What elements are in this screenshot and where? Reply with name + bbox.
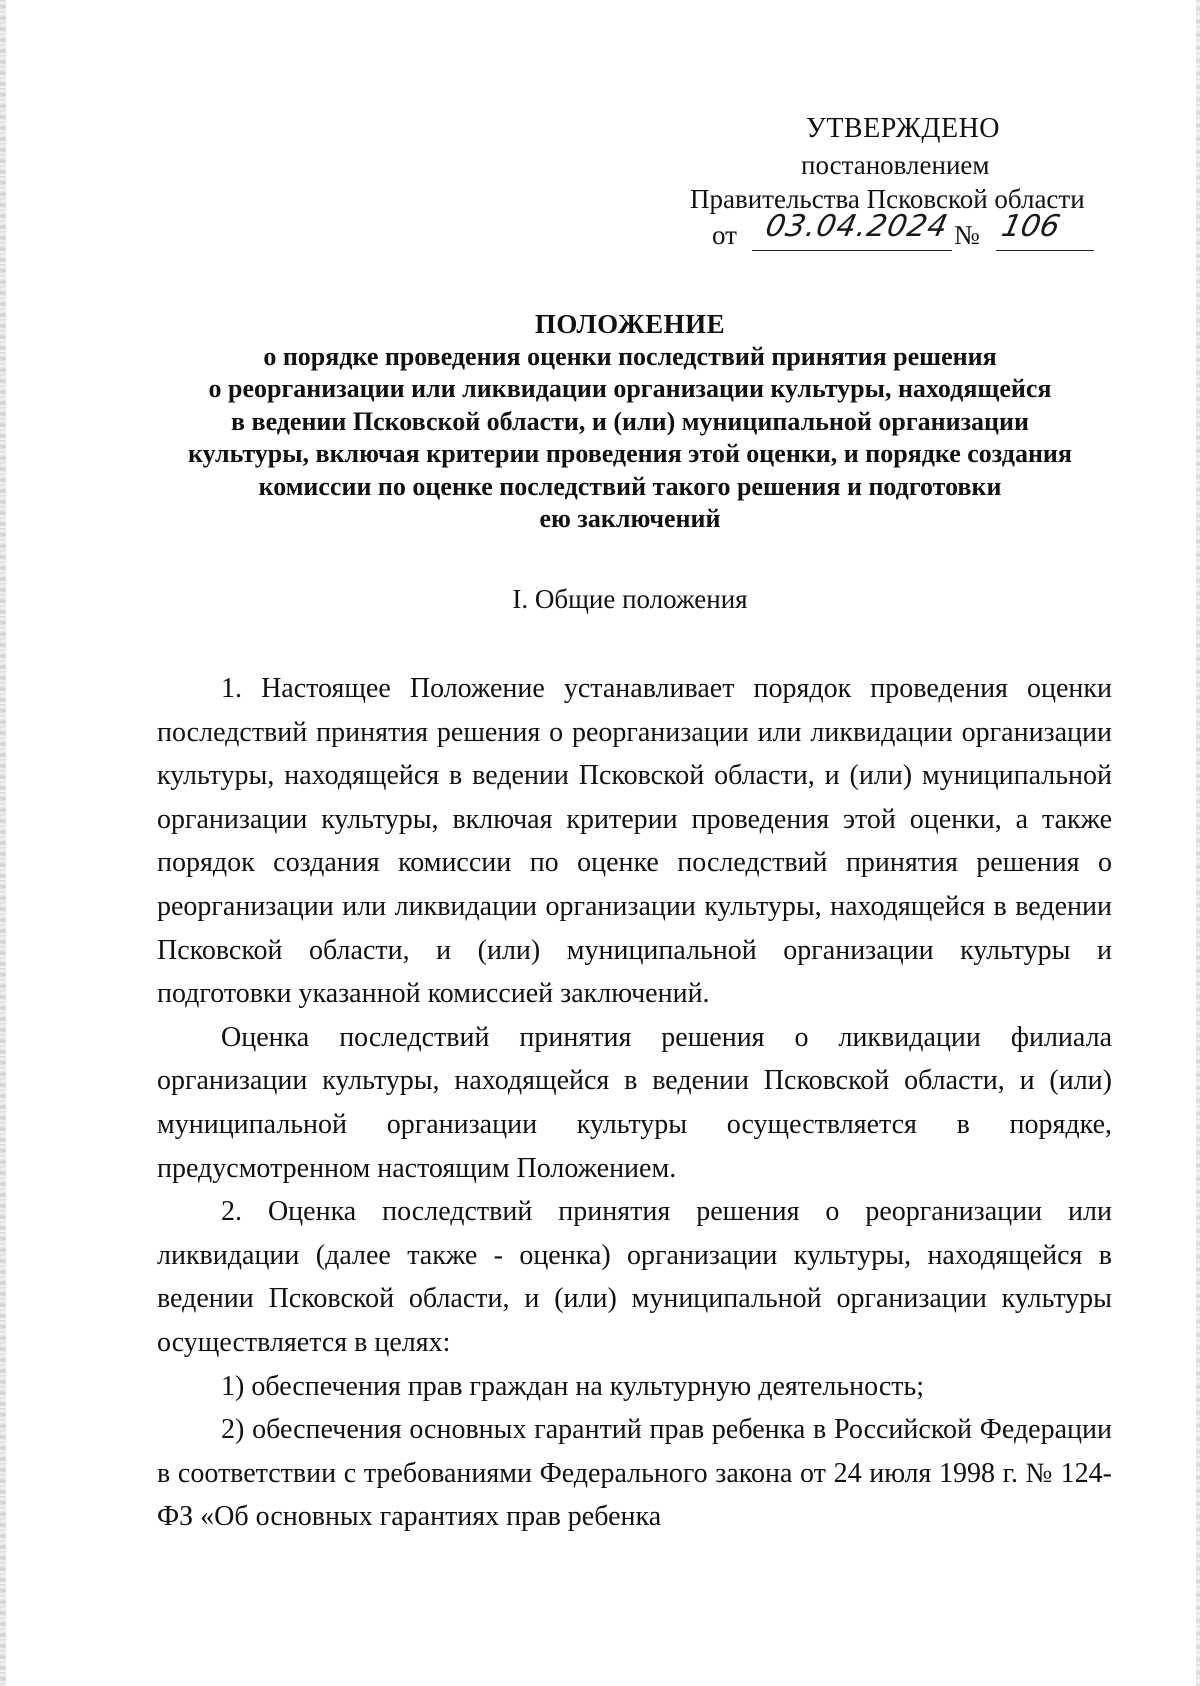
document-body — [157, 667, 1112, 1539]
approval-number-label: № — [954, 220, 980, 250]
title-line: комиссии по оценке последствий такого решения и подготовки — [258, 471, 1002, 501]
approval-resolution: постановлением — [801, 150, 990, 180]
approval-number-field — [996, 209, 1094, 251]
approval-stamp-text: УТВЕРЖДЕНО — [806, 113, 1001, 144]
approval-date-line — [712, 209, 1112, 252]
approval-date-handwritten: 03.04.2024 — [762, 209, 952, 244]
title-line: ею заключений — [539, 504, 721, 533]
approval-date-field — [752, 209, 952, 251]
scan-edge-left — [0, 0, 6, 1686]
approval-government: Правительства Псковской области — [690, 184, 1085, 214]
paragraph: 1. Настоящее Положение устанавливает порядок проведения оценки последствий принятия решения о реорганизации или ликвидации организации культуры, находящейся в ведении Псковской области, и (или) муниципальной организации культуры, включая критерии проведения этой оценки, а также порядок создания комиссии по оценке последствий принятия решения о реорганизации или ликвидации организации культуры, находящейся в ведении Псковской области, и (или) муниципальной организации культуры и подготовки указанной комиссией заключений. — [157, 673, 1112, 1010]
approval-number-handwritten: 106 — [998, 209, 1064, 244]
paragraph: Оценка последствий принятия решения о ликвидации филиала организации культуры, находящейся в ведении Псковской области, и (или) муниципальной организации культуры осуществляется в порядке, предусмотренном настоящим Положением. — [157, 1021, 1112, 1184]
scan-edge-right — [1196, 0, 1200, 1686]
title-line: в ведении Псковской области, и (или) муниципальной организации — [230, 406, 1029, 436]
title-line: культуры, включая критерии проведения этой оценки, и порядке создания — [188, 439, 1072, 468]
approval-from-label: от — [712, 220, 737, 250]
section-heading: I. Общие положения — [512, 584, 748, 614]
title-line: о реорганизации или ликвидации организации культуры, находящейся — [208, 374, 1052, 403]
paragraph: 2) обеспечения основных гарантий прав ребенка в Российской Федерации в соответствии с требованиями Федерального закона от 24 июля 1998 г. № 124-ФЗ «Об основных гарантиях прав ребенка — [157, 1414, 1112, 1533]
title-line: о порядке проведения оценки последствий принятия решения — [263, 341, 997, 371]
paragraph: 2. Оценка последствий принятия решения о реорганизации или ликвидации (далее также - оценка) организации культуры, находящейся в ведении Псковской области, и (или) муниципальной организации культуры осуществляется в целях: — [157, 1196, 1112, 1358]
document-title: ПОЛОЖЕНИЕ — [534, 309, 726, 339]
paragraph: 1) обеспечения прав граждан на культурную деятельность; — [221, 1370, 925, 1402]
document-title-block — [140, 308, 1120, 536]
